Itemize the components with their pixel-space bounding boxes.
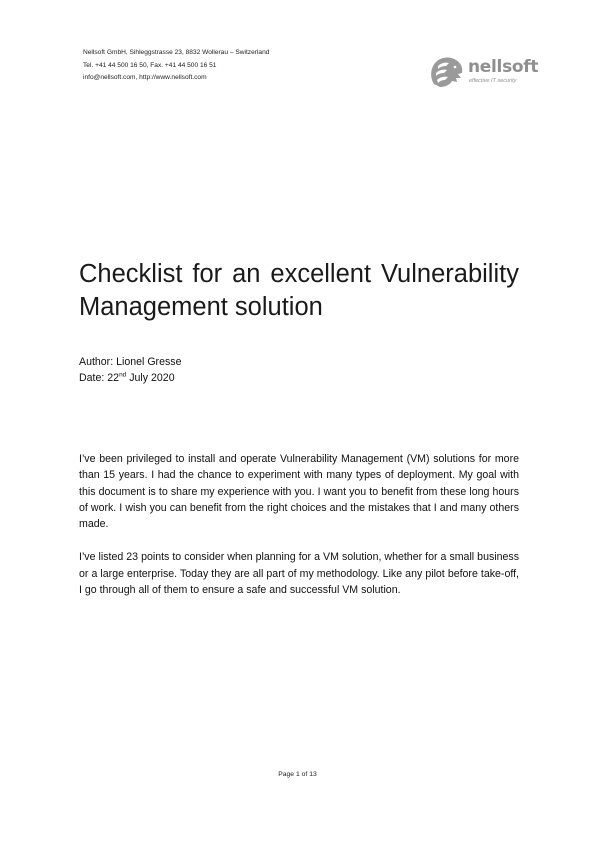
title-word: Vulnerability bbox=[381, 260, 519, 288]
title-word: excellent bbox=[270, 260, 372, 288]
title-line-1 bbox=[79, 258, 519, 291]
company-contact: info@nellsoft.com, http://www.nellsoft.com bbox=[83, 74, 207, 81]
date-suffix: July 2020 bbox=[126, 372, 175, 384]
title-word: for bbox=[192, 260, 223, 288]
document-meta bbox=[79, 354, 181, 386]
page-number: Page 1 of 13 bbox=[278, 771, 317, 778]
title-word: Checklist bbox=[79, 260, 183, 288]
date-ordinal: nd bbox=[119, 371, 127, 379]
company-phone: Tel. +41 44 500 16 50, Fax. +41 44 500 16 51 bbox=[83, 61, 217, 69]
logo-tagline: effective IT security bbox=[469, 78, 517, 84]
intro-paragraph: I’ve listed 23 points to consider when planning for a VM solution, whether for a small business or a large enterprise. Today they are all part of my methodology. Like any pilot before take-off, I go through all of them to ensure a safe and successful VM solution. bbox=[79, 551, 519, 597]
nellsoft-logo bbox=[428, 54, 538, 92]
company-header bbox=[83, 47, 269, 85]
company-address: Nellsoft GmbH, Sihleggstrasse 23, 8832 Wollerau – Switzerland bbox=[83, 49, 270, 56]
author-line: Author: Lionel Gresse bbox=[79, 356, 182, 368]
document-title bbox=[79, 258, 519, 324]
date-prefix: Date: 22 bbox=[79, 372, 120, 384]
date-line bbox=[79, 370, 181, 386]
intro-paragraph: I’ve been privileged to install and operate Vulnerability Management (VM) solutions for more than 15 years. I had the chance to experiment with many types of deployment. My goal with this document is to share my experience with you. I want you to benefit from these long hours of work. I wish you can benefit from the right choices and the mistakes that I and many others made. bbox=[79, 453, 519, 531]
logo-wordmark: nellsoft bbox=[468, 57, 539, 77]
title-line-2: Management solution bbox=[79, 293, 323, 321]
title-word: an bbox=[232, 260, 261, 288]
lion-head-icon bbox=[428, 54, 466, 90]
document-body bbox=[79, 451, 519, 615]
